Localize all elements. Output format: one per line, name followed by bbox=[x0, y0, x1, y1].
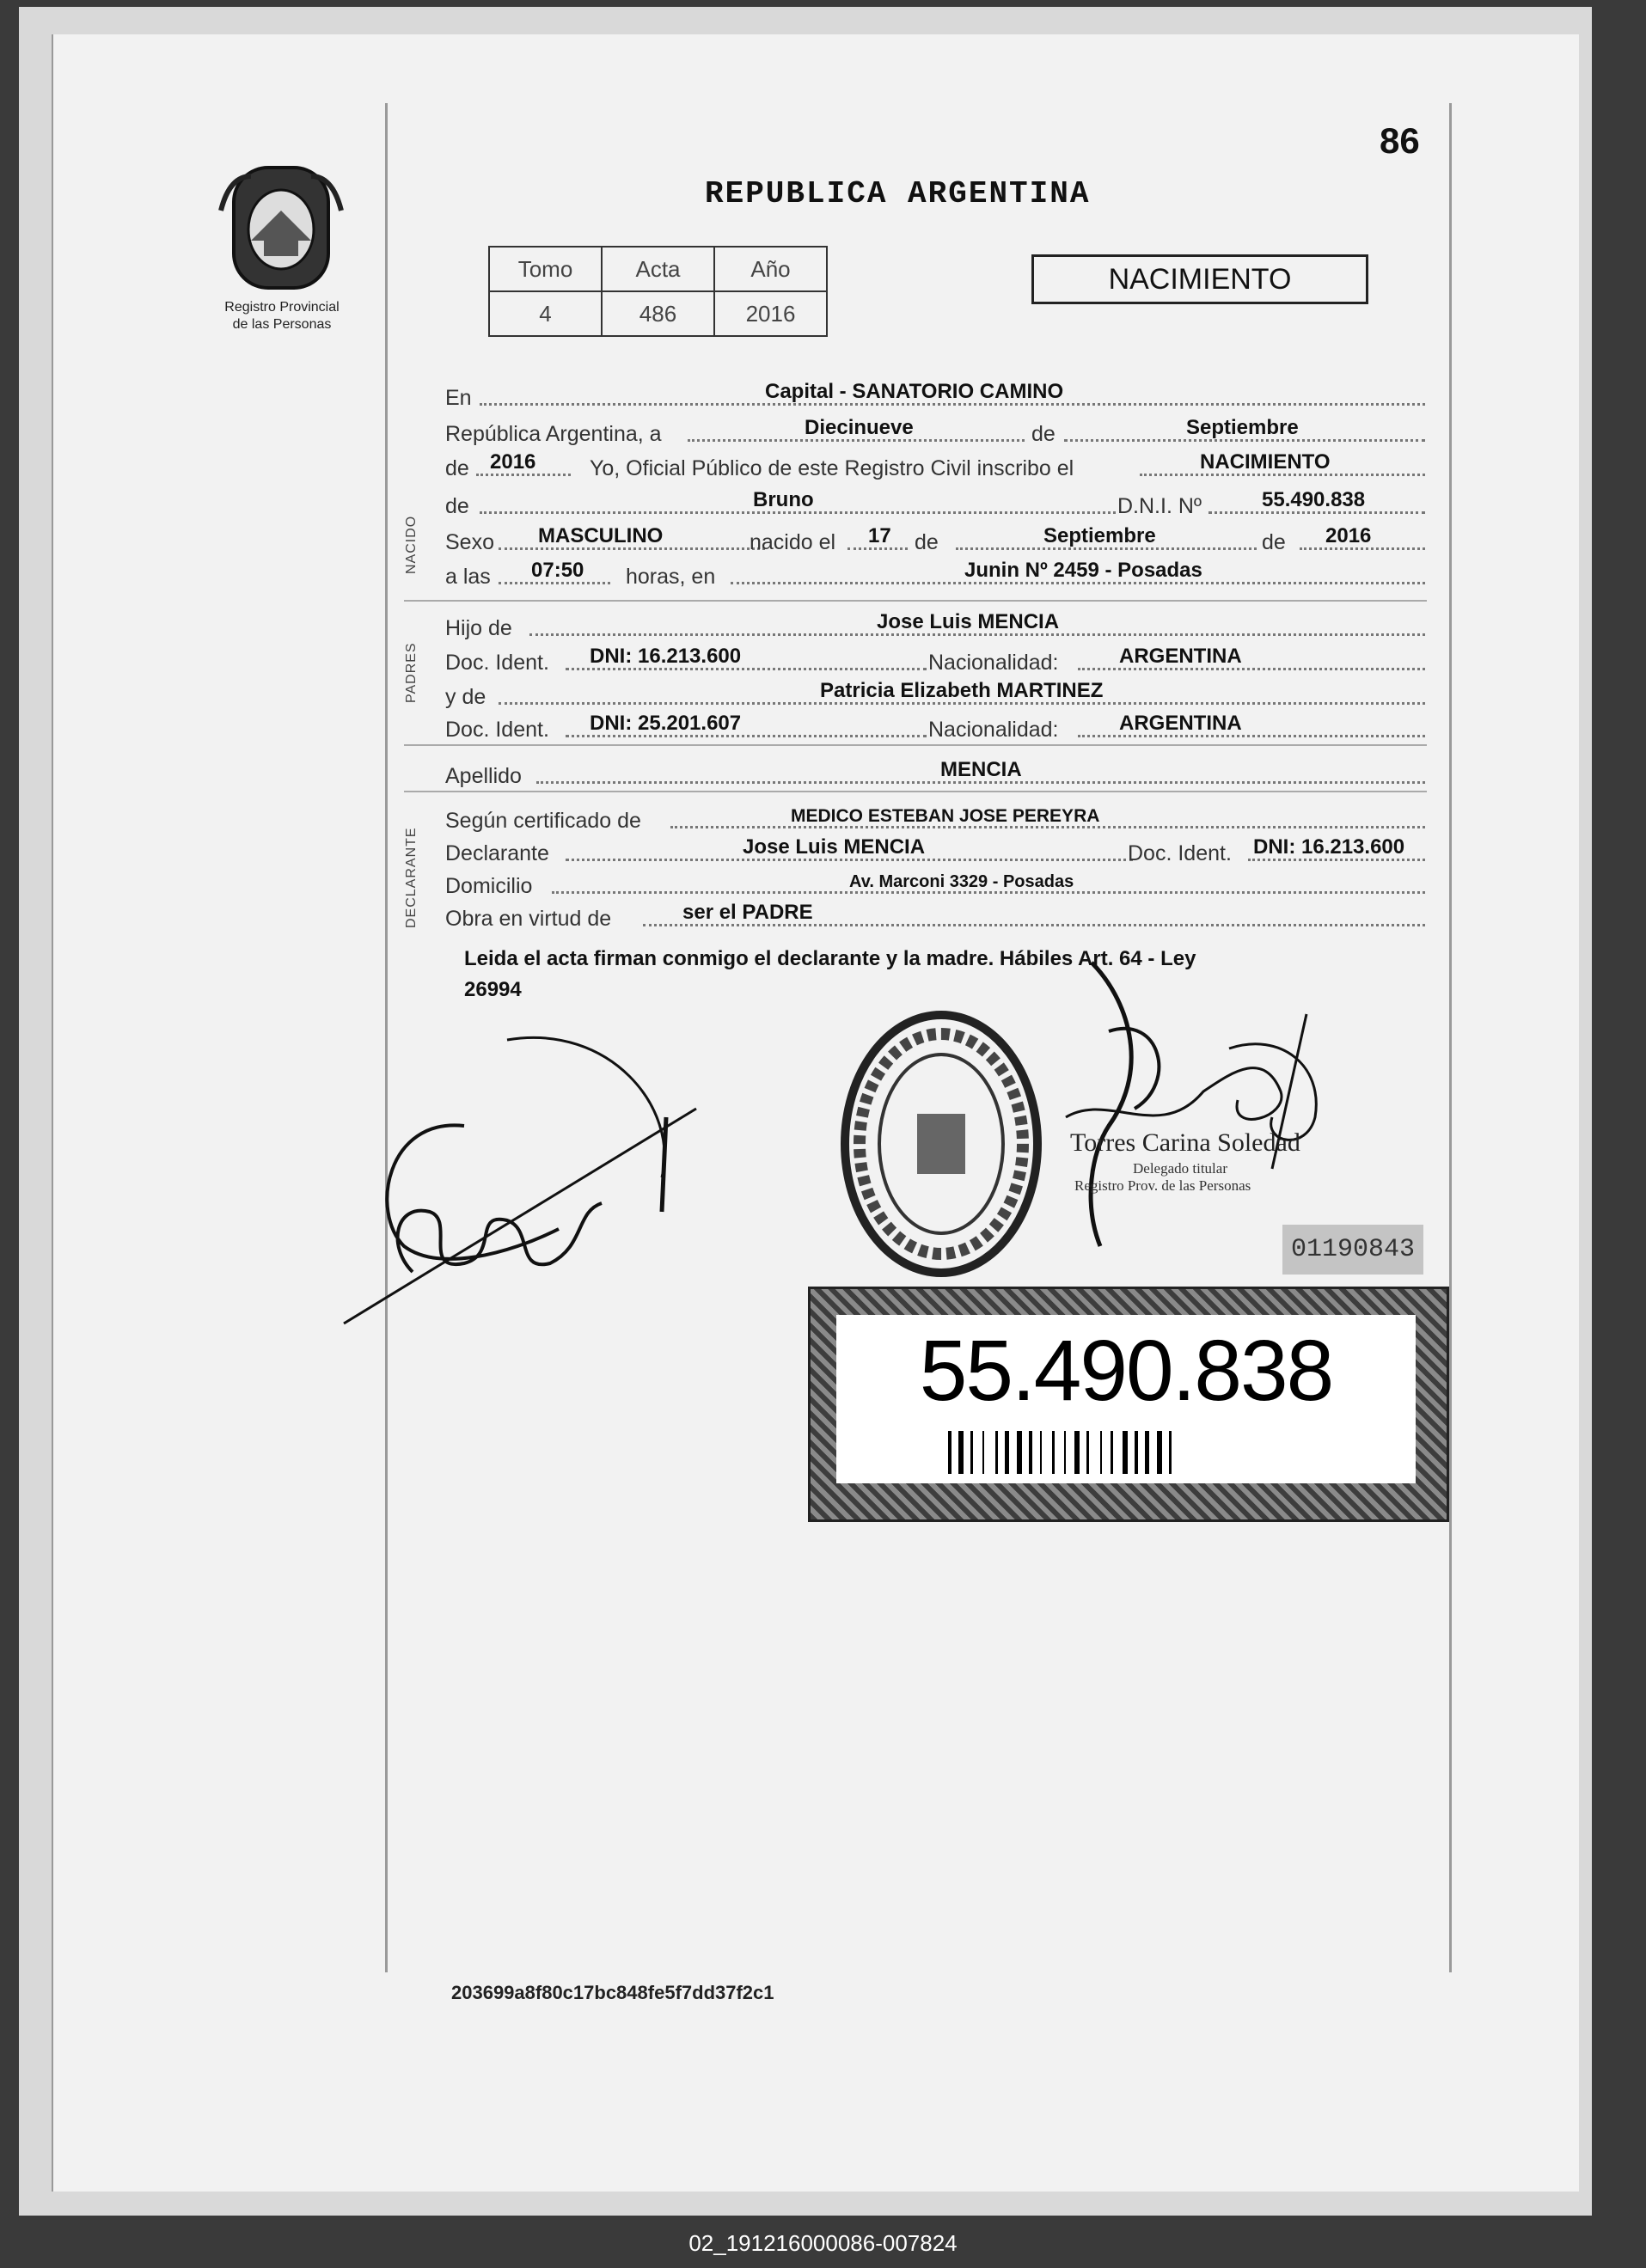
field-birth-year: 2016 bbox=[1325, 524, 1372, 547]
field-father-name: Jose Luis MENCIA bbox=[877, 610, 1060, 633]
field-name: Bruno bbox=[753, 488, 814, 511]
official-role: Delegado titular bbox=[1133, 1160, 1227, 1177]
right-margin-rule bbox=[1449, 103, 1452, 1972]
section-divider bbox=[404, 791, 1427, 792]
field-mother-name: Patricia Elizabeth MARTINEZ bbox=[820, 679, 1104, 702]
field-dni: 55.490.838 bbox=[1262, 488, 1366, 511]
document-type-box: NACIMIENTO bbox=[1031, 254, 1368, 304]
id-sticker bbox=[808, 1287, 1449, 1522]
ref-header-tomo: Tomo bbox=[489, 247, 602, 291]
field-day-words: Diecinueve bbox=[805, 416, 914, 439]
field-birth-month: Septiembre bbox=[1043, 524, 1156, 547]
provincial-emblem-icon bbox=[217, 159, 346, 296]
field-certificate-by: MEDICO ESTEBAN JOSE PEREYRA bbox=[791, 806, 1100, 826]
field-mother-doc: DNI: 25.201.607 bbox=[590, 712, 742, 735]
field-birth-address: Junin Nº 2459 - Posadas bbox=[964, 559, 1202, 582]
field-sex: MASCULINO bbox=[538, 524, 664, 547]
declarant-signature bbox=[335, 988, 713, 1332]
field-event: NACIMIENTO bbox=[1200, 450, 1331, 474]
document-hash: 203699a8f80c17bc848fe5f7dd37f2c1 bbox=[451, 1982, 774, 2003]
country-title: REPUBLICA ARGENTINA bbox=[705, 176, 1091, 211]
record-line-father-doc: Doc. Ident. DNI: 16.213.600 Nacionalidad: ARGENTINA bbox=[445, 643, 1425, 677]
official-signature bbox=[1057, 945, 1384, 1255]
field-acting-as: ser el PADRE bbox=[682, 901, 813, 924]
record-line-date: República Argentina, a Diecinueve de Septiembre bbox=[445, 414, 1425, 449]
reference-table bbox=[488, 246, 828, 337]
field-month: Septiembre bbox=[1186, 416, 1299, 439]
closing-note: Leida el acta firman conmigo el declarante y la madre. Hábiles Art. 64 - Ley 26994 bbox=[464, 947, 1196, 1001]
field-father-doc: DNI: 16.213.600 bbox=[590, 645, 742, 668]
field-declarant-name: Jose Luis MENCIA bbox=[743, 835, 926, 859]
field-birth-time: 07:50 bbox=[531, 559, 584, 582]
record-line-place: En Capital - SANATORIO CAMINO bbox=[445, 378, 1425, 413]
page-number: 86 bbox=[1380, 120, 1420, 161]
section-label-declarant: DECLARANTE bbox=[404, 827, 419, 928]
registry-label: Registro Provincial de las Personas bbox=[224, 300, 340, 332]
ref-value-anio: 2016 bbox=[714, 291, 827, 336]
record-line-mother: y de Patricia Elizabeth MARTINEZ bbox=[445, 677, 1425, 712]
section-divider bbox=[404, 744, 1427, 746]
official-seal-icon bbox=[838, 1007, 1044, 1281]
field-surname: MENCIA bbox=[940, 758, 1022, 781]
official-name: Torres Carina Soledad bbox=[1070, 1128, 1300, 1157]
field-mother-nationality: ARGENTINA bbox=[1119, 712, 1242, 735]
record-line-father: Hijo de Jose Luis MENCIA bbox=[445, 608, 1425, 643]
section-label-born: NACIDO bbox=[404, 515, 419, 574]
section-divider bbox=[404, 600, 1427, 602]
record-line-name: de Bruno D.N.I. Nº 55.490.838 bbox=[445, 486, 1425, 521]
record-line-time: a las 07:50 horas, en Junin Nº 2459 - Posadas bbox=[445, 557, 1425, 591]
field-place: Capital - SANATORIO CAMINO bbox=[765, 380, 1064, 403]
record-line-sex: Sexo MASCULINO nacido el 17 de Septiembre de 2016 bbox=[445, 523, 1425, 557]
file-label: 02_191216000086-007824 bbox=[688, 2230, 958, 2256]
field-declarant-address: Av. Marconi 3329 - Posadas bbox=[849, 872, 1074, 891]
record-line-address: Domicilio Av. Marconi 3329 - Posadas bbox=[445, 866, 1425, 901]
official-office: Registro Prov. de las Personas bbox=[1074, 1177, 1251, 1194]
field-father-nationality: ARGENTINA bbox=[1119, 645, 1242, 668]
record-line-acting: Obra en virtud de ser el PADRE bbox=[445, 899, 1425, 933]
ref-header-acta: Acta bbox=[602, 247, 714, 291]
record-line-mother-doc: Doc. Ident. DNI: 25.201.607 Nacionalidad: ARGENTINA bbox=[445, 710, 1425, 744]
record-line-surname: Apellido MENCIA bbox=[445, 756, 1425, 791]
ref-header-anio: Año bbox=[714, 247, 827, 291]
sticker-number: 55.490.838 bbox=[919, 1323, 1333, 1419]
section-label-parents: PADRES bbox=[404, 642, 419, 703]
field-year: 2016 bbox=[490, 450, 536, 474]
barcode-icon bbox=[948, 1431, 1304, 1474]
record-line-inscription: de 2016 Yo, Oficial Público de este Registro Civil inscribo el NACIMIENTO bbox=[445, 449, 1425, 483]
field-birth-day: 17 bbox=[868, 524, 891, 547]
ref-value-tomo: 4 bbox=[489, 291, 602, 336]
record-line-declarant: Declarante Jose Luis MENCIA Doc. Ident. DNI: 16.213.600 bbox=[445, 834, 1425, 868]
ref-value-acta: 486 bbox=[602, 291, 714, 336]
record-line-certificate: Según certificado de MEDICO ESTEBAN JOSE PEREYRA bbox=[445, 801, 1425, 835]
control-number: 01190843 bbox=[1282, 1225, 1423, 1275]
field-declarant-doc: DNI: 16.213.600 bbox=[1253, 835, 1405, 859]
